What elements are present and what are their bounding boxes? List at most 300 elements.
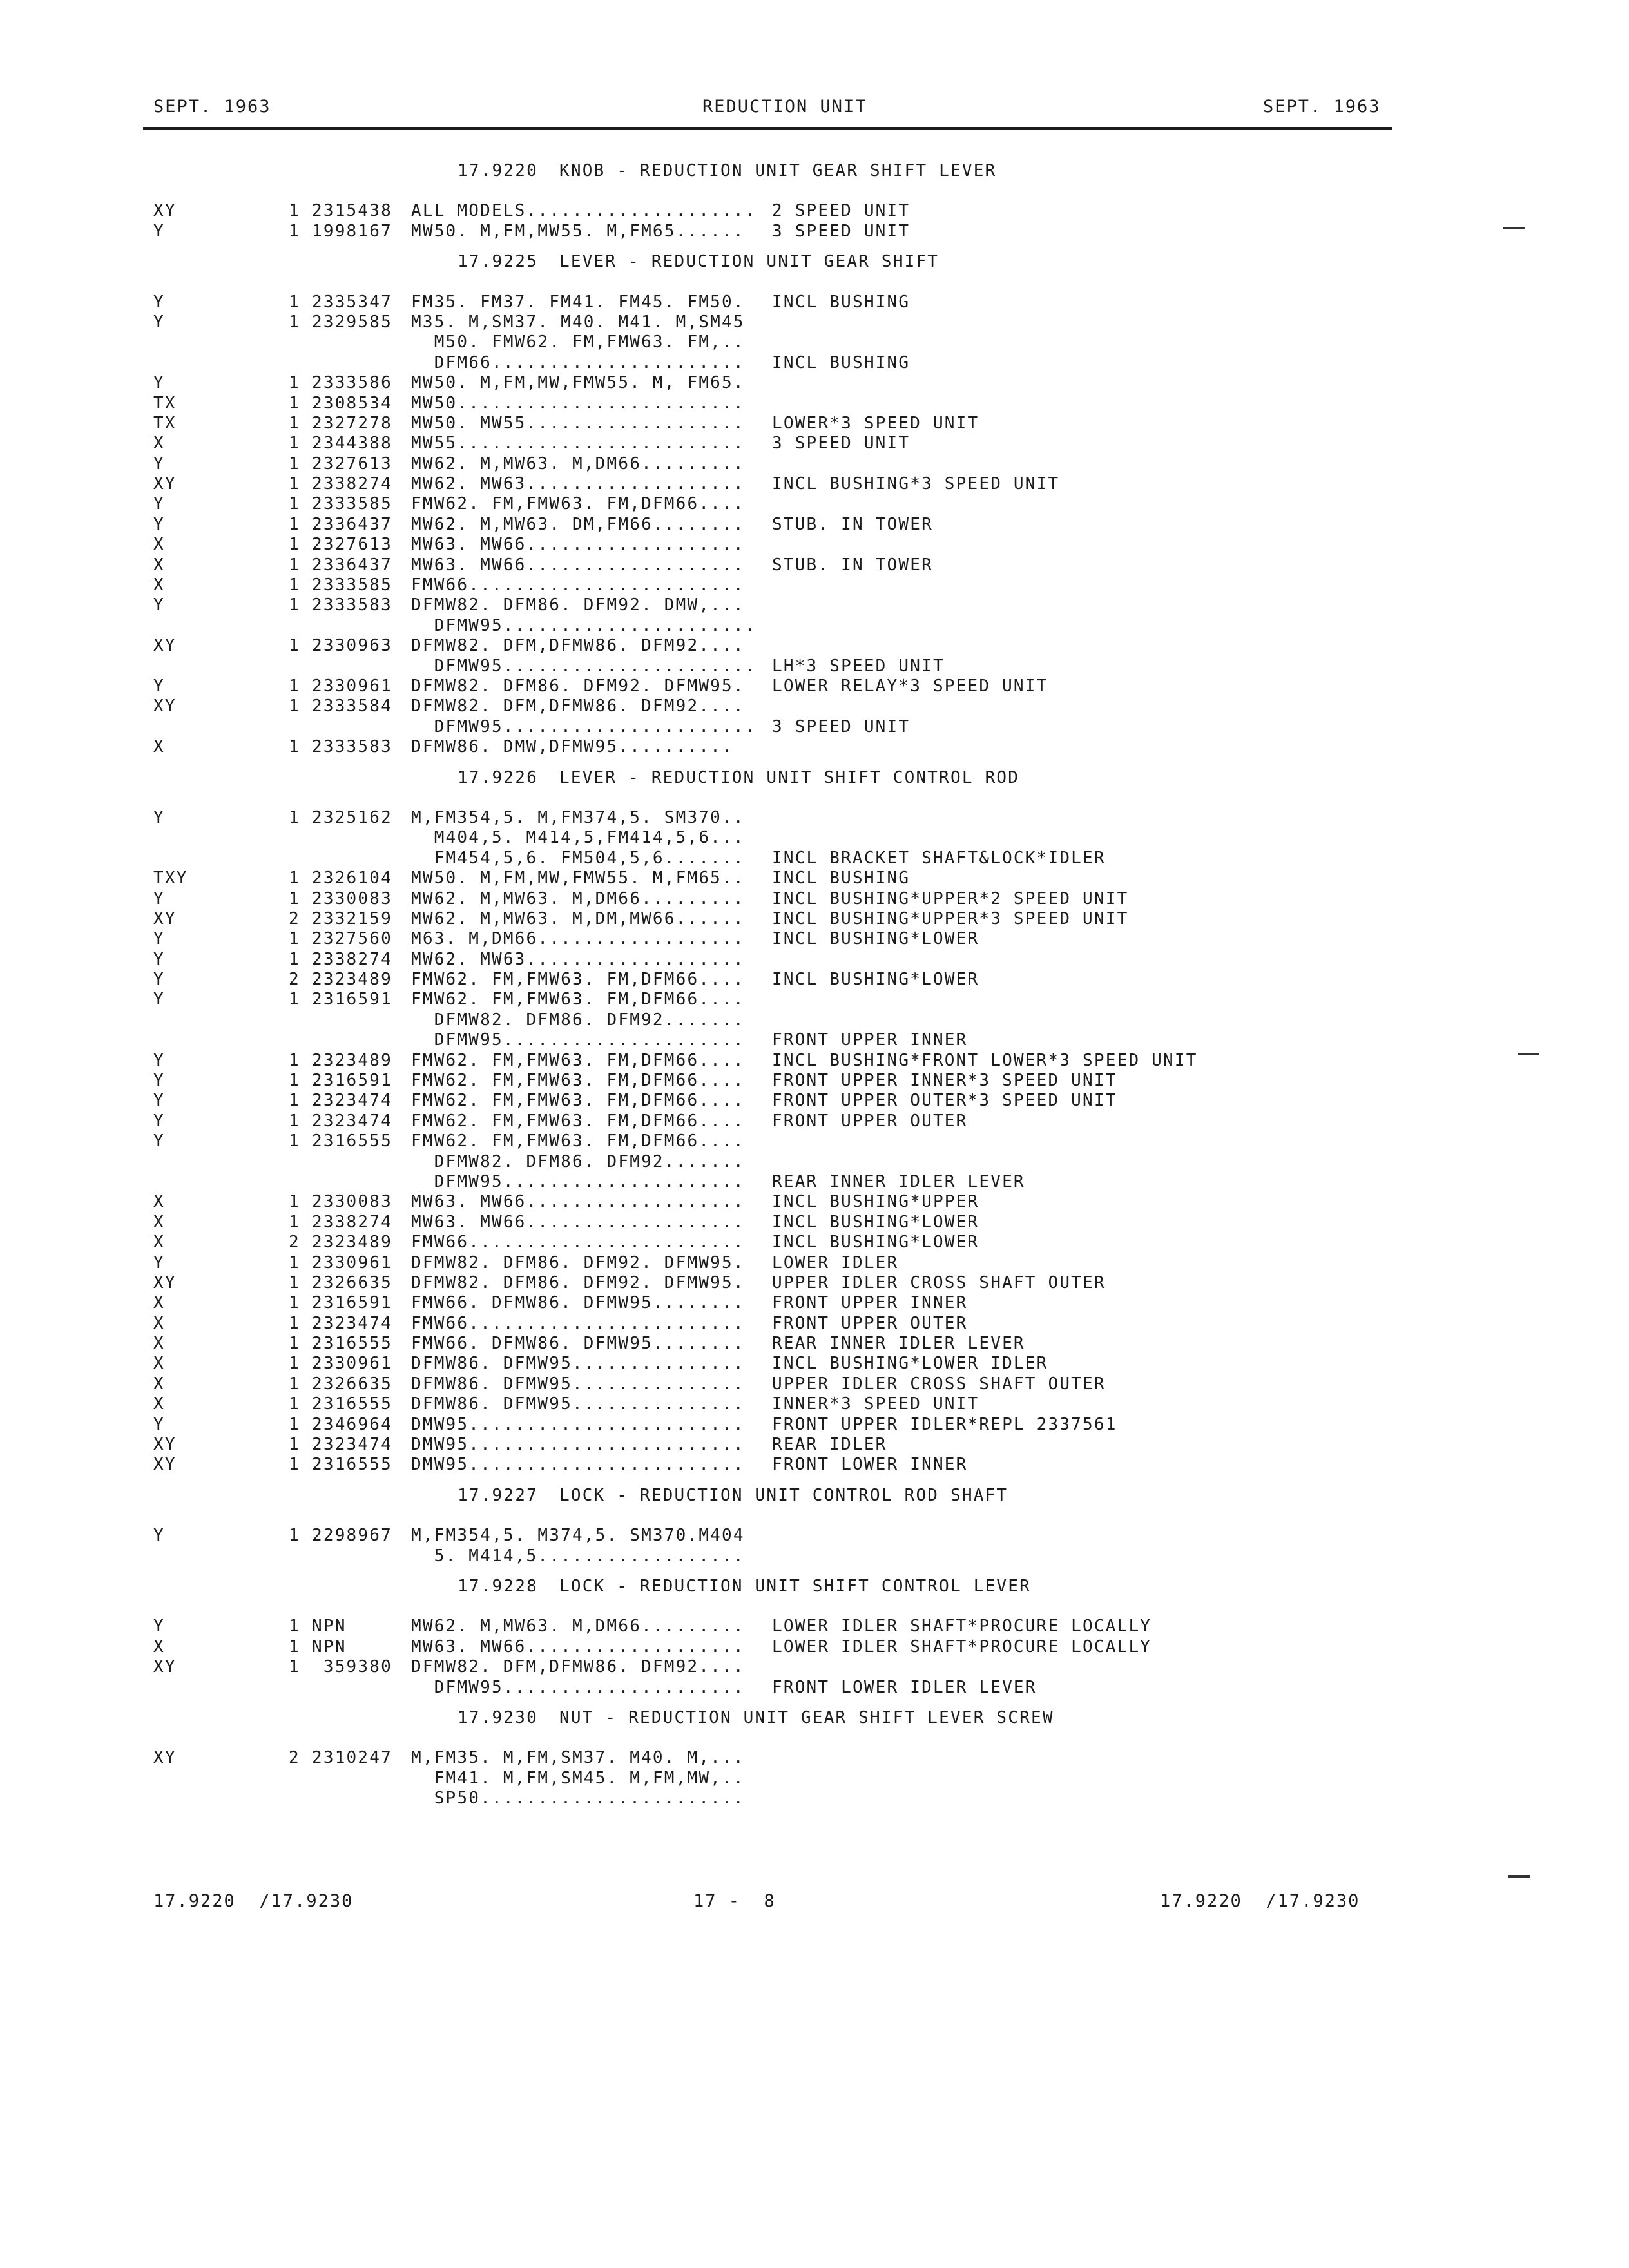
model-list: DFMW82. DFM,DFMW86. DFM92.... (411, 636, 745, 656)
model-list: MW62. M,MW63. DM,FM66........ (411, 514, 745, 534)
remarks: FRONT UPPER OUTER (772, 1111, 968, 1131)
remarks: REAR INNER IDLER LEVER (772, 1334, 1025, 1354)
model-list: DFMW86. DFMW95............... (411, 1354, 745, 1374)
remarks: 3 SPEED UNIT (772, 716, 911, 736)
model-list: DFMW95...................... (411, 716, 757, 736)
margin-mark (1508, 1875, 1530, 1878)
part-number: 2298967 (312, 1526, 392, 1546)
applicability-code: Y (153, 949, 165, 969)
applicability-code: X (153, 1192, 165, 1212)
part-number: 2325162 (312, 807, 392, 827)
part-number: 2323474 (312, 1313, 392, 1333)
part-number: 2323489 (312, 1050, 392, 1070)
part-number: 2323489 (312, 970, 392, 990)
remarks: INCL BUSHING (772, 292, 911, 312)
quantity: 1 (289, 575, 300, 595)
remarks: INCL BUSHING*FRONT LOWER*3 SPEED UNIT (772, 1050, 1198, 1070)
model-list: MW63. MW66................... (411, 1192, 745, 1212)
model-list: FMW62. FM,FMW63. FM,DFM66.... (411, 1111, 745, 1131)
part-number: 2330961 (312, 1354, 392, 1374)
section-title (0, 1486, 1629, 1506)
model-list: FMW66........................ (411, 1313, 745, 1333)
section-number: 17.9227 (458, 1485, 538, 1505)
quantity: 1 (289, 1313, 300, 1333)
part-number: 2316555 (312, 1334, 392, 1354)
section-heading: LEVER - REDUCTION UNIT GEAR SHIFT (559, 252, 940, 272)
part-row (0, 555, 1629, 575)
applicability-code: Y (153, 292, 165, 312)
part-row (0, 1051, 1629, 1071)
applicability-code: X (153, 575, 165, 595)
remarks: 3 SPEED UNIT (772, 434, 911, 454)
part-row (0, 1213, 1629, 1233)
quantity: 1 (289, 221, 300, 241)
applicability-code: Y (153, 1091, 165, 1111)
part-row (0, 1233, 1629, 1253)
model-list: MW50. M,FM,MW,FMW55. M,FM65.. (411, 869, 745, 889)
quantity: 2 (289, 908, 300, 928)
model-list: DFMW95..................... (411, 1171, 745, 1191)
part-row (0, 1435, 1629, 1455)
applicability-code: Y (153, 1071, 165, 1091)
model-list: DMW95........................ (411, 1414, 745, 1434)
part-number: 2329585 (312, 312, 392, 332)
part-row (0, 332, 1629, 352)
remarks: UPPER IDLER CROSS SHAFT OUTER (772, 1374, 1106, 1394)
model-list: SP50....................... (411, 1789, 745, 1809)
part-number: 2333583 (312, 595, 392, 615)
applicability-code: Y (153, 1617, 165, 1637)
model-list: 5. M414,5.................. (411, 1546, 745, 1566)
model-list: MW50. M,FM,MW,FMW55. M, FM65. (411, 373, 745, 393)
part-number: 2316555 (312, 1131, 392, 1151)
applicability-code: Y (153, 676, 165, 696)
applicability-code: Y (153, 1526, 165, 1546)
applicability-code: Y (153, 807, 165, 827)
quantity: 1 (289, 869, 300, 889)
quantity: 1 (289, 737, 300, 757)
remarks: FRONT UPPER INNER (772, 1293, 968, 1313)
applicability-code: X (153, 1233, 165, 1253)
model-list: M50. FMW62. FM,FMW63. FM,.. (411, 332, 745, 352)
applicability-code: XY (153, 908, 177, 928)
part-row (0, 312, 1629, 332)
part-row (0, 515, 1629, 535)
part-row (0, 1415, 1629, 1435)
quantity: 1 (289, 434, 300, 454)
model-list: FMW62. FM,FMW63. FM,DFM66.... (411, 1131, 745, 1151)
quantity: 2 (289, 1748, 300, 1768)
part-row (0, 1374, 1629, 1394)
remarks: LOWER*3 SPEED UNIT (772, 413, 979, 433)
remarks: INCL BUSHING*LOWER (772, 1212, 979, 1232)
part-number: 2308534 (312, 393, 392, 413)
part-row (0, 1546, 1629, 1566)
model-list: MW50......................... (411, 393, 745, 413)
model-list: ALL MODELS.................... (411, 201, 757, 221)
part-number: NPN (312, 1617, 347, 1637)
quantity: 1 (289, 474, 300, 494)
quantity: 1 (289, 413, 300, 433)
model-list: FMW62. FM,FMW63. FM,DFM66.... (411, 1050, 745, 1070)
remarks: INCL BUSHING*LOWER (772, 1233, 979, 1253)
model-list: MW62. M,MW63. M,DM,MW66...... (411, 908, 745, 928)
part-number: 2326635 (312, 1374, 392, 1394)
section-number: 17.9220 (458, 161, 538, 180)
part-row (0, 1657, 1629, 1677)
part-number: 2316591 (312, 1071, 392, 1091)
remarks: INCL BUSHING*UPPER*3 SPEED UNIT (772, 908, 1129, 928)
quantity: 1 (289, 514, 300, 534)
section-number: 17.9230 (458, 1707, 538, 1727)
applicability-code: XY (153, 636, 177, 656)
part-number: 2326104 (312, 869, 392, 889)
section-number: 17.9225 (458, 252, 538, 272)
model-list: MW63. MW66................... (411, 1212, 745, 1232)
margin-mark (1518, 1053, 1539, 1055)
model-list: MW63. MW66................... (411, 555, 745, 575)
model-list: MW63. MW66................... (411, 535, 745, 555)
applicability-code: X (153, 1354, 165, 1374)
model-list: FM35. FM37. FM41. FM45. FM50. (411, 292, 745, 312)
applicability-code: XY (153, 474, 177, 494)
model-list: MW63. MW66................... (411, 1637, 745, 1657)
quantity: 1 (289, 949, 300, 969)
applicability-code: Y (153, 514, 165, 534)
part-row (0, 595, 1629, 615)
quantity: 1 (289, 393, 300, 413)
quantity: 1 (289, 535, 300, 555)
remarks: INCL BUSHING*UPPER (772, 1192, 979, 1212)
applicability-code: Y (153, 970, 165, 990)
header-rule (143, 127, 1392, 130)
section-number: 17.9228 (458, 1577, 538, 1596)
part-number: 2330961 (312, 676, 392, 696)
model-list: MW62. MW63................... (411, 949, 745, 969)
applicability-code: Y (153, 1050, 165, 1070)
applicability-code: X (153, 1374, 165, 1394)
applicability-code: Y (153, 454, 165, 474)
remarks: FRONT LOWER IDLER LEVER (772, 1677, 1037, 1697)
part-number: 2323489 (312, 1233, 392, 1253)
model-list: FMW66. DFMW86. DFMW95........ (411, 1334, 745, 1354)
model-list: DFMW86. DFMW95............... (411, 1374, 745, 1394)
model-list: DFMW95...................... (411, 656, 757, 676)
remarks: LH*3 SPEED UNIT (772, 656, 945, 676)
remarks: INCL BUSHING*LOWER IDLER (772, 1354, 1048, 1374)
part-number: 2335347 (312, 292, 392, 312)
remarks: INCL BUSHING*3 SPEED UNIT (772, 474, 1060, 494)
model-list: DFMW82. DFM86. DFM92. DMW,... (411, 595, 745, 615)
remarks: STUB. IN TOWER (772, 555, 933, 575)
part-row (0, 394, 1629, 414)
part-row (0, 1030, 1629, 1050)
model-list: FMW62. FM,FMW63. FM,DFM66.... (411, 494, 745, 514)
part-row (0, 657, 1629, 677)
part-number: 2333585 (312, 575, 392, 595)
part-number: 2333585 (312, 494, 392, 514)
part-number: 2326635 (312, 1273, 392, 1293)
part-number: 2333584 (312, 697, 392, 716)
part-row (0, 1748, 1629, 1768)
section-number: 17.9226 (458, 767, 538, 787)
applicability-code: Y (153, 990, 165, 1010)
quantity: 1 (289, 1111, 300, 1131)
applicability-code: XY (153, 1455, 177, 1475)
applicability-code: Y (153, 1111, 165, 1131)
model-list: FMW66........................ (411, 1233, 745, 1253)
part-number: 2330963 (312, 636, 392, 656)
quantity: 1 (289, 990, 300, 1010)
section-title (0, 768, 1629, 788)
applicability-code: TX (153, 413, 177, 433)
part-row (0, 737, 1629, 757)
quantity: 1 (289, 494, 300, 514)
quantity: 1 (289, 889, 300, 908)
model-list: MW50. M,FM,MW55. M,FM65...... (411, 221, 745, 241)
applicability-code: XY (153, 1273, 177, 1293)
quantity: 1 (289, 1212, 300, 1232)
remarks: FRONT UPPER OUTER (772, 1313, 968, 1333)
part-row (0, 869, 1629, 889)
section-title (0, 161, 1629, 181)
remarks: FRONT UPPER INNER*3 SPEED UNIT (772, 1071, 1117, 1091)
quantity: 1 (289, 929, 300, 949)
footer-page-number: 17 - 8 (693, 1891, 776, 1911)
part-row (0, 849, 1629, 869)
model-list: M35. M,SM37. M40. M41. M,SM45 (411, 312, 745, 332)
model-list: FMW62. FM,FMW63. FM,DFM66.... (411, 1091, 745, 1111)
model-list: DFMW82. DFM86. DFM92. DFMW95. (411, 1253, 745, 1273)
part-number: 2323474 (312, 1435, 392, 1455)
remarks: INCL BUSHING*LOWER (772, 929, 979, 949)
model-list: MW62. M,MW63. M,DM66......... (411, 889, 745, 908)
applicability-code: Y (153, 1253, 165, 1273)
applicability-code: Y (153, 929, 165, 949)
part-row (0, 889, 1629, 909)
section-title (0, 1708, 1629, 1728)
part-number: 2316555 (312, 1455, 392, 1475)
model-list: M,FM354,5. M374,5. SM370.M404 (411, 1526, 745, 1546)
applicability-code: X (153, 1313, 165, 1333)
applicability-code: XY (153, 201, 177, 221)
header-right-date: SEPT. 1963 (1263, 97, 1381, 117)
remarks: INCL BUSHING (772, 352, 911, 372)
quantity: 1 (289, 312, 300, 332)
header-section-title: REDUCTION UNIT (702, 97, 867, 117)
part-number: 2316591 (312, 1293, 392, 1313)
part-row (0, 201, 1629, 221)
remarks: LOWER RELAY*3 SPEED UNIT (772, 676, 1048, 696)
part-row (0, 1253, 1629, 1273)
model-list: FMW66........................ (411, 575, 745, 595)
footer-left-range: 17.9220 /17.9230 (153, 1891, 354, 1911)
part-row (0, 1354, 1629, 1374)
quantity: 1 (289, 1050, 300, 1070)
section-heading: KNOB - REDUCTION UNIT GEAR SHIFT LEVER (559, 161, 997, 180)
remarks: INCL BRACKET SHAFT&LOCK*IDLER (772, 848, 1106, 868)
applicability-code: X (153, 1293, 165, 1313)
part-number: 2316555 (312, 1394, 392, 1414)
quantity: 1 (289, 1657, 300, 1677)
model-list: MW62. M,MW63. M,DM66......... (411, 454, 745, 474)
quantity: 1 (289, 1435, 300, 1455)
part-number: 2310247 (312, 1748, 392, 1768)
part-row (0, 1192, 1629, 1212)
part-row (0, 808, 1629, 828)
part-row (0, 474, 1629, 494)
part-number: 2330083 (312, 1192, 392, 1212)
model-list: DMW95........................ (411, 1435, 745, 1455)
model-list: DFMW82. DFM86. DFM92....... (411, 1010, 745, 1030)
quantity: 2 (289, 970, 300, 990)
part-number: 2338274 (312, 474, 392, 494)
quantity: 1 (289, 201, 300, 221)
part-row (0, 414, 1629, 434)
applicability-code: Y (153, 1131, 165, 1151)
remarks: LOWER IDLER (772, 1253, 899, 1273)
applicability-code: TXY (153, 869, 188, 889)
quantity: 1 (289, 1334, 300, 1354)
model-list: DFMW86. DFMW95............... (411, 1394, 745, 1414)
quantity: 1 (289, 807, 300, 827)
quantity: 1 (289, 697, 300, 716)
part-number: 2330083 (312, 889, 392, 908)
part-row (0, 575, 1629, 595)
parts-list (0, 161, 1629, 1820)
quantity: 1 (289, 1293, 300, 1313)
part-row (0, 494, 1629, 514)
applicability-code: X (153, 1212, 165, 1232)
part-number: 2333583 (312, 737, 392, 757)
applicability-code: XY (153, 1748, 177, 1768)
quantity: 1 (289, 636, 300, 656)
applicability-code: XY (153, 1657, 177, 1677)
part-number: 2344388 (312, 434, 392, 454)
part-number: 2333586 (312, 373, 392, 393)
model-list: DFMW95...................... (411, 615, 757, 635)
remarks: UPPER IDLER CROSS SHAFT OUTER (772, 1273, 1106, 1293)
remarks: LOWER IDLER SHAFT*PROCURE LOCALLY (772, 1637, 1152, 1657)
quantity: 1 (289, 1091, 300, 1111)
part-row (0, 828, 1629, 848)
part-number: 2327613 (312, 535, 392, 555)
quantity: 1 (289, 1071, 300, 1091)
model-list: DFMW95..................... (411, 1677, 745, 1697)
model-list: MW62. MW63................... (411, 474, 745, 494)
remarks: FRONT UPPER IDLER*REPL 2337561 (772, 1414, 1117, 1434)
quantity: 1 (289, 1394, 300, 1414)
model-list: M,FM354,5. M,FM374,5. SM370.. (411, 807, 745, 827)
quantity: 1 (289, 1354, 300, 1374)
model-list: FMW62. FM,FMW63. FM,DFM66.... (411, 970, 745, 990)
part-row (0, 677, 1629, 697)
part-row (0, 616, 1629, 636)
applicability-code: Y (153, 595, 165, 615)
part-row (0, 373, 1629, 393)
part-row (0, 970, 1629, 990)
remarks: 2 SPEED UNIT (772, 201, 911, 221)
part-row (0, 1273, 1629, 1293)
remarks: INCL BUSHING*LOWER (772, 970, 979, 990)
applicability-code: Y (153, 494, 165, 514)
part-number: 2327278 (312, 413, 392, 433)
model-list: DFMW82. DFM86. DFM92. DFMW95. (411, 676, 745, 696)
footer-right-range: 17.9220 /17.9230 (1160, 1891, 1360, 1911)
part-number: 2338274 (312, 949, 392, 969)
model-list: M63. M,DM66.................. (411, 929, 745, 949)
applicability-code: X (153, 1394, 165, 1414)
remarks: REAR INNER IDLER LEVER (772, 1171, 1025, 1191)
remarks: FRONT UPPER OUTER*3 SPEED UNIT (772, 1091, 1117, 1111)
part-row (0, 1091, 1629, 1111)
part-row (0, 1172, 1629, 1192)
applicability-code: XY (153, 1435, 177, 1455)
remarks: INCL BUSHING*UPPER*2 SPEED UNIT (772, 889, 1129, 908)
part-number: 2336437 (312, 555, 392, 575)
part-number: 2323474 (312, 1111, 392, 1131)
applicability-code: Y (153, 889, 165, 908)
quantity: 2 (289, 1233, 300, 1253)
model-list: DFMW82. DFM,DFMW86. DFM92.... (411, 697, 745, 716)
part-number: 2315438 (312, 201, 392, 221)
quantity: 1 (289, 676, 300, 696)
part-row (0, 717, 1629, 737)
quantity: 1 (289, 1617, 300, 1637)
section-heading: NUT - REDUCTION UNIT GEAR SHIFT LEVER SCREW (559, 1707, 1054, 1727)
part-number: 2316591 (312, 990, 392, 1010)
part-row (0, 535, 1629, 555)
margin-mark (1503, 227, 1525, 229)
quantity: 1 (289, 1253, 300, 1273)
part-row (0, 1617, 1629, 1637)
part-number: 2327560 (312, 929, 392, 949)
part-number: 2332159 (312, 908, 392, 928)
applicability-code: TX (153, 393, 177, 413)
model-list: FMW62. FM,FMW63. FM,DFM66.... (411, 990, 745, 1010)
remarks: LOWER IDLER SHAFT*PROCURE LOCALLY (772, 1617, 1152, 1637)
part-number: 2336437 (312, 514, 392, 534)
part-row (0, 1455, 1629, 1475)
part-number: 2330961 (312, 1253, 392, 1273)
quantity: 1 (289, 454, 300, 474)
remarks: INCL BUSHING (772, 869, 911, 889)
part-row (0, 909, 1629, 929)
part-row (0, 1637, 1629, 1657)
model-list: DFM66...................... (411, 352, 745, 372)
model-list: FM454,5,6. FM504,5,6....... (411, 848, 745, 868)
quantity: 1 (289, 1131, 300, 1151)
applicability-code: X (153, 1637, 165, 1657)
quantity: 1 (289, 1273, 300, 1293)
applicability-code: Y (153, 1414, 165, 1434)
remarks: 3 SPEED UNIT (772, 221, 911, 241)
part-number: 2323474 (312, 1091, 392, 1111)
part-row (0, 353, 1629, 373)
model-list: DFMW86. DMW,DFMW95.......... (411, 737, 733, 757)
part-row (0, 1769, 1629, 1789)
quantity: 1 (289, 1192, 300, 1212)
part-row (0, 1071, 1629, 1091)
part-number: 359380 (312, 1657, 392, 1677)
applicability-code: X (153, 1334, 165, 1354)
model-list: DMW95........................ (411, 1455, 745, 1475)
remarks: FRONT UPPER INNER (772, 1030, 968, 1050)
quantity: 1 (289, 595, 300, 615)
quantity: 1 (289, 555, 300, 575)
model-list: M404,5. M414,5,FM414,5,6... (411, 828, 745, 848)
part-row (0, 1131, 1629, 1151)
